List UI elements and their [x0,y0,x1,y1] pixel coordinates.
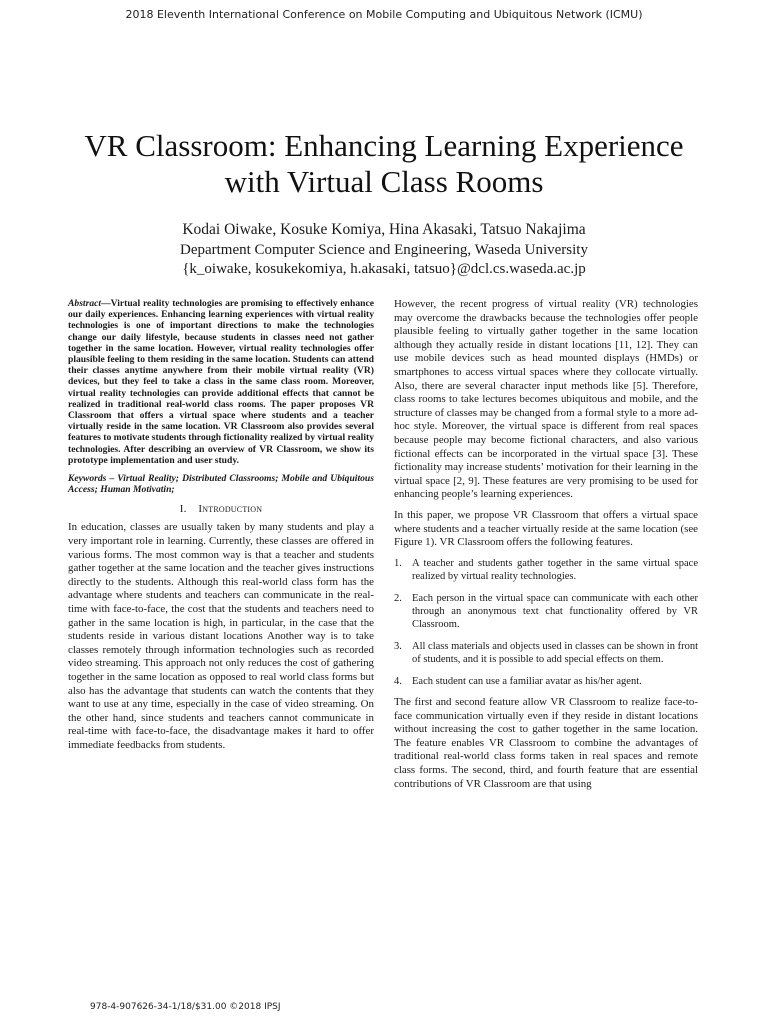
keywords: Keywords – Virtual Reality; Distributed Classrooms; Mobile and Ubiquitous Access; Human Motivatin; [68,473,374,496]
feature-item [394,675,698,688]
left-column [68,298,374,760]
feature-list [394,557,698,688]
feature-number: 3. [394,640,402,652]
paper-title [60,128,708,200]
author-names: Kodai Oiwake, Kosuke Komiya, Hina Akasaki, Tatsuo Nakajima [182,221,586,238]
feature-number: 1. [394,557,402,569]
title-line-1: VR Classroom: Enhancing Learning Experience [84,128,684,163]
author-emails: {k_oiwake, kosukekomiya, h.akasaki, tatsuo}@dcl.cs.waseda.ac.jp [182,261,586,277]
right-column [394,298,698,798]
feature-text: A teacher and students gather together in the same virtual space realized by virtual reality technologies. [412,557,698,583]
title-line-2: with Virtual Class Rooms [224,164,544,199]
feature-number: 4. [394,675,402,687]
abstract-text: Virtual reality technologies are promising to effectively enhance our daily experiences. Enhancing learning experiences with virtual reality technologies is one of important directions to make the technologies change our daily lifestyle, because students in classes need not gather together in the same location. However, virtual reality technologies offer plausible feeling to them residing in the same location. Students can attend their classes anytime anywhere from their mobile virtual reality (VR) devices, but they feel to take a class in the same class room. Moreover, virtual reality technologies can provide additional effects that cannot be realized in traditional real-world class rooms. The paper proposes VR Classroom that offers a virtual space where students and a teacher virtually reside in the same location. VR Classroom also provides several features to motivate students through fictionality realized by virtual reality technologies. After describing an overview of VR Classroom, we show its prototype implementation and user study. [68,298,374,466]
copyright-footer: 978-4-907626-34-1/18/$31.00 ©2018 IPSJ [90,1002,281,1012]
conference-header: 2018 Eleventh International Conference on Mobile Computing and Ubiquitous Network (ICMU) [125,8,643,21]
feature-number: 2. [394,592,402,604]
feature-item [394,640,698,667]
abstract [68,298,374,466]
feature-item [394,557,698,584]
section-number: I. [179,503,187,516]
body-paragraph: In this paper, we propose VR Classroom that offers a virtual space where students and a teacher virtually reside at the same location (see Figure 1). VR Classroom offers the following features. [394,508,698,549]
intro-paragraph: In education, classes are usually taken by many students and play a very important role in learning. Currently, these classes are offered in various forms. The most common way is that a teacher and students gather together at the same location and the teacher gives instructions directly to the students. Although this real-world class form has the advantage where students and teachers can communicate in the real-time with face-to-face, the cost that the students and teachers need to gather in the same location is high, in particular, in the case that the students reside in various distant locations Another way is to take classes remotely through information technologies such as recorded video streaming. This approach not only reduces the cost of gathering together in the same location as opposed to real world class forms but also has the advantage that students can watch the contents that they want to use at any time, especially in the case of video streaming. On the other hand, since students and teachers cannot communicate in real-time with face-to-face, the disadvantage makes it hard to offer immediate feedbacks from students. [68,521,374,751]
feature-item [394,592,698,632]
body-paragraph: The first and second feature allow VR Classroom to realize face-to-face communication virtually even if they reside in distant locations without increasing the cost to gather together in the same location. The feature enables VR Classroom to combine the advantages of traditional real-world class forms taken in real spaces and remote class forms. The second, third, and fourth feature that are essential contributions of VR Classroom are that using [394,695,698,790]
feature-text: All class materials and objects used in classes can be shown in front of students, and it is possible to add special effects on them. [412,640,698,666]
abstract-label: Abstract [68,298,102,309]
section-title: Introduction [198,503,263,516]
affiliation: Department Computer Science and Engineering, Waseda University [180,242,588,258]
abstract-dash: — [101,298,111,309]
feature-text: Each student can use a familiar avatar as his/her agent. [412,675,642,687]
section-heading-introduction [68,503,374,515]
author-block [60,220,708,279]
feature-text: Each person in the virtual space can communicate with each other through an anonymous text chat functionality offered by VR Classroom. [412,592,698,631]
body-paragraph: However, the recent progress of virtual reality (VR) technologies may overcome the drawbacks because the technologies offer people plausible feeling to virtually gather together in the same location although they actually reside in distant locations [11, 12]. They can use mobile devices such as head mounted displays (HMDs) or smartphones to access virtual spaces where they collocate virtually. Also, there are several character input methods like [5]. Therefore, class rooms to take lectures becomes ubiquitous and mobile, and the structure of classes may be changed from a formal style to a more ad-hoc style. Moreover, the virtual space is different from real spaces because people may become fictional characters, and also various fictional effects can be incorporated in the virtual space [3]. These fictionality may increase students’ motivation for their learning in the virtual space [2, 9]. These features are very promising to be used for enhancing people’s learning experiences. [394,298,698,501]
